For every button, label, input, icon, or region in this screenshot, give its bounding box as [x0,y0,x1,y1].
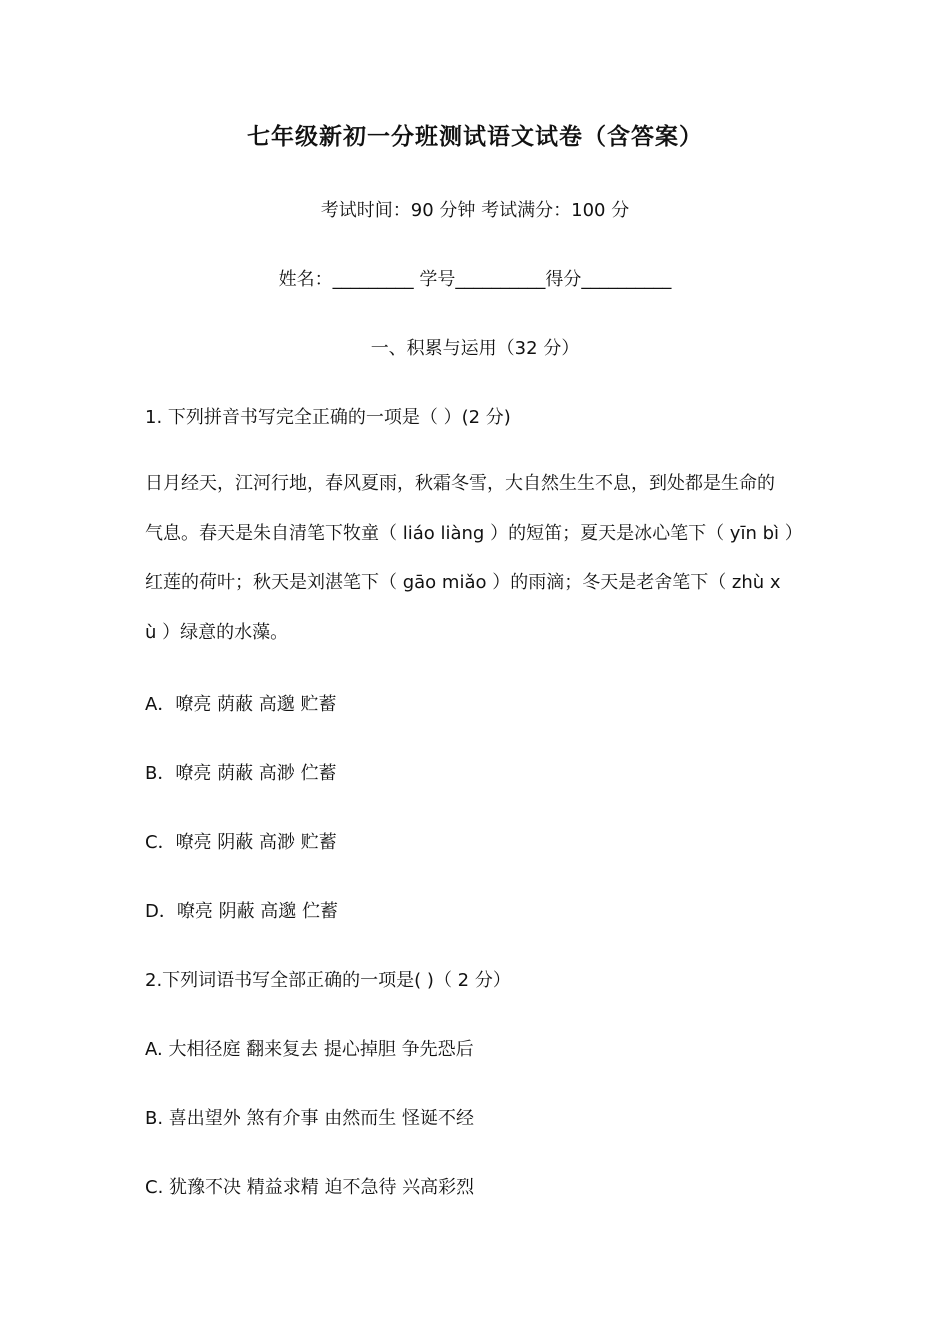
passage-line: 气息。春天是朱自清笔下牧童（ liáo liàng ）的短笛；夏天是冰心笔下（ yīn bì ） [145,522,803,544]
exam-info: 考试时间：90 分钟 考试满分：100 分 [320,200,630,221]
section-heading: 一、积累与运用（32 分） [370,338,580,359]
question-2-option-b: B. 喜出望外 煞有介事 由然而生 怪诞不经 [145,1108,474,1129]
passage-line: 日月经天，江河行地，春风夏雨，秋霜冬雪，大自然生生不息，到处都是生命的 [145,473,775,494]
question-1-option-b: B．嘹亮 荫蔽 高渺 伫蓄 [145,763,337,784]
passage-line: ù ）绿意的水藻。 [145,621,289,643]
page-title: 七年级新初一分班测试语文试卷（含答案） [247,124,703,150]
question-2-option-c: C. 犹豫不决 精益求精 迫不急待 兴高彩烈 [145,1177,475,1198]
question-1-option-c: C．嘹亮 阴蔽 高渺 贮蓄 [145,832,337,853]
question-2-option-a: A. 大相径庭 翻来复去 提心掉胆 争先恐后 [145,1039,474,1060]
student-info-line: 姓名：_________ 学号__________得分__________ [278,269,672,290]
question-1-passage [145,459,815,657]
passage-line: 红莲的荷叶；秋天是刘湛笔下（ gāo miǎo ）的雨滴；冬天是老舍笔下（ zhù x [145,572,781,593]
question-1-stem: 1. 下列拼音书写完全正确的一项是（ ）(2 分) [145,407,511,428]
question-2-stem: 2.下列词语书写全部正确的一项是( )（ 2 分） [145,970,511,991]
question-1-option-a: A．嘹亮 荫蔽 高邈 贮蓄 [145,694,337,715]
question-1-option-d: D．嘹亮 阴蔽 高邈 伫蓄 [145,901,339,922]
